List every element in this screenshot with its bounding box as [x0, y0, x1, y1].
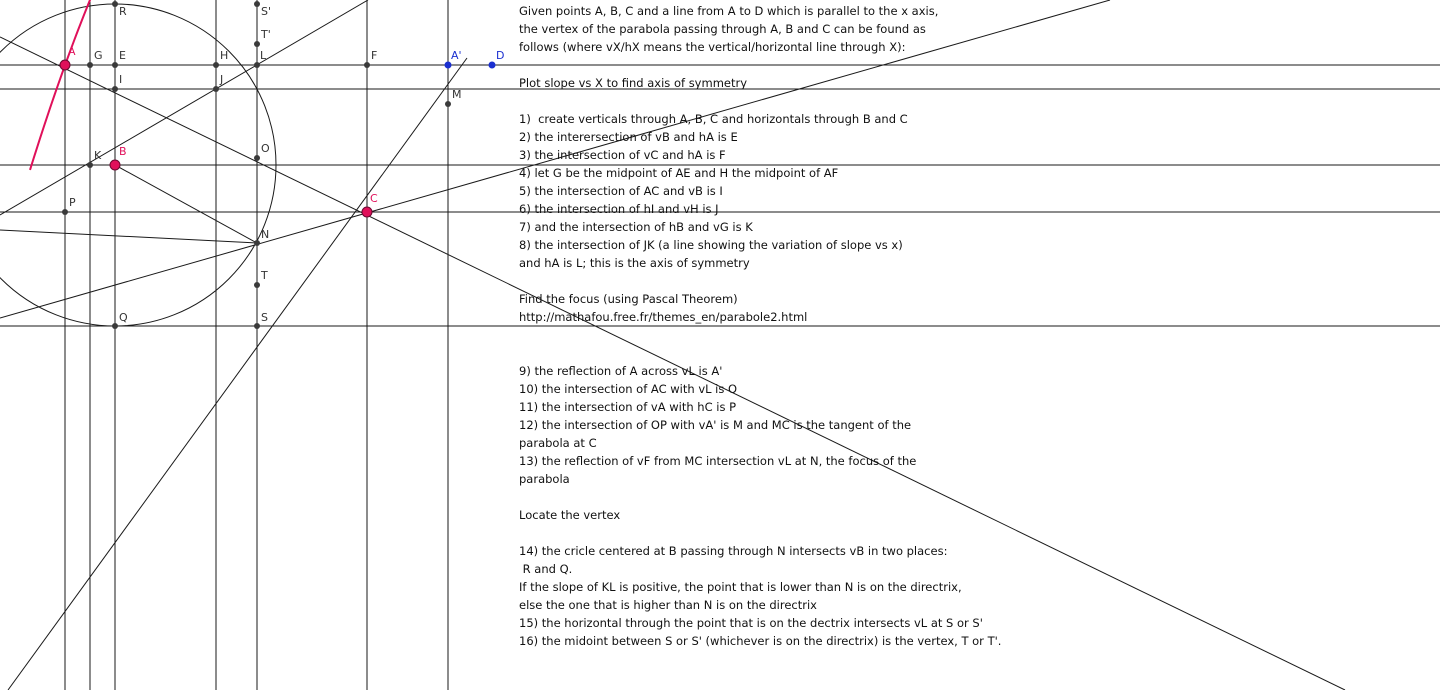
- instruction-spacer: [519, 272, 979, 290]
- point-A[interactable]: [60, 60, 70, 70]
- point-O[interactable]: [254, 155, 260, 161]
- instruction-line: 1) create verticals through A, B, C and horizontals through B and C: [519, 112, 908, 126]
- instruction-spacer: [519, 488, 979, 506]
- label-M: M: [452, 88, 462, 101]
- instruction-line: 8) the intersection of JK (a line showing the variation of slope vs x): [519, 238, 903, 252]
- instruction-spacer: [519, 326, 979, 344]
- label-S: S: [261, 311, 268, 324]
- label-I: I: [119, 73, 123, 86]
- label-Sprime: S': [261, 5, 272, 18]
- point-Tprime[interactable]: [254, 41, 260, 47]
- point-C[interactable]: [362, 207, 372, 217]
- instruction-line: else the one that is higher than N is on the directrix: [519, 598, 817, 612]
- label-T: T: [261, 269, 268, 282]
- label-A: A: [68, 45, 76, 58]
- point-B[interactable]: [110, 160, 120, 170]
- instruction-line: 5) the intersection of AC and vB is I: [519, 184, 723, 198]
- line-NP[interactable]: [0, 230, 257, 243]
- label-B: B: [119, 145, 127, 158]
- point-E[interactable]: [112, 62, 118, 68]
- instructions-panel: [519, 2, 1002, 650]
- instruction-line: and hA is L; this is the axis of symmetry: [519, 256, 750, 270]
- label-Tprime: T': [261, 28, 271, 41]
- vertical-lines: [65, 0, 448, 690]
- point-R[interactable]: [112, 1, 118, 7]
- instruction-line: 4) let G be the midpoint of AE and H the midpoint of AF: [519, 166, 839, 180]
- line-KJ[interactable]: [0, 0, 368, 215]
- label-F: F: [371, 49, 378, 62]
- instruction-line: 6) the intersection of hI and vH is J: [519, 202, 719, 216]
- instruction-line: 9) the reflection of A across vL is A': [519, 364, 723, 378]
- instruction-line: Find the focus (using Pascal Theorem): [519, 292, 738, 306]
- label-P: P: [69, 196, 76, 209]
- point-D[interactable]: [489, 62, 496, 69]
- point-G[interactable]: [87, 62, 93, 68]
- point-Sprime[interactable]: [254, 1, 260, 7]
- label-L: L: [260, 49, 267, 62]
- label-C: C: [370, 192, 378, 205]
- instruction-line: R and Q.: [519, 562, 573, 576]
- instruction-spacer: [519, 92, 979, 110]
- point-J[interactable]: [213, 86, 219, 92]
- label-H: H: [220, 49, 229, 62]
- instruction-line: 7) and the intersection of hB and vG is K: [519, 220, 753, 234]
- line-BN[interactable]: [115, 165, 257, 243]
- instruction-line: parabola at C: [519, 436, 597, 450]
- instruction-line: 2) the interersection of vB and hA is E: [519, 130, 738, 144]
- instruction-line: 14) the cricle centered at B passing through N intersects vB in two places:: [519, 544, 948, 558]
- label-Q: Q: [119, 311, 128, 324]
- instruction-line: 10) the intersection of AC with vL is O: [519, 382, 738, 396]
- point-Q[interactable]: [112, 323, 118, 329]
- instruction-spacer: [519, 344, 979, 362]
- instruction-line: the vertex of the parabola passing through A, B and C can be found as: [519, 22, 926, 36]
- point-P[interactable]: [62, 209, 68, 215]
- point-F[interactable]: [364, 62, 370, 68]
- label-G: G: [94, 49, 103, 62]
- instruction-spacer: [519, 524, 979, 542]
- instruction-line: 13) the reflection of vF from MC intersection vL at N, the focus of the: [519, 454, 917, 468]
- point-Aprime[interactable]: [445, 62, 452, 69]
- point-H[interactable]: [213, 62, 219, 68]
- instruction-line: Locate the vertex: [519, 508, 621, 522]
- point-K[interactable]: [87, 162, 93, 168]
- point-M[interactable]: [445, 101, 451, 107]
- instruction-spacer: [519, 56, 979, 74]
- point-I[interactable]: [112, 86, 118, 92]
- point-S[interactable]: [254, 323, 260, 329]
- instruction-line: 15) the horizontal through the point that is on the dectrix intersects vL at S or S': [519, 616, 983, 630]
- label-J: J: [220, 73, 224, 86]
- point-N[interactable]: [254, 240, 260, 246]
- label-N: N: [261, 228, 270, 241]
- point-T[interactable]: [254, 282, 260, 288]
- label-Aprime: A': [451, 49, 462, 62]
- instruction-line: Given points A, B, C and a line from A to D which is parallel to the x axis,: [519, 4, 939, 18]
- instruction-line: parabola: [519, 472, 570, 486]
- point-L[interactable]: [254, 62, 260, 68]
- label-R: R: [119, 5, 127, 18]
- instruction-line: If the slope of KL is positive, the point that is lower than N is on the directrix,: [519, 580, 962, 594]
- instruction-line: Plot slope vs X to find axis of symmetry: [519, 76, 748, 90]
- instruction-line: follows (where vX/hX means the vertical/horizontal line through X):: [519, 40, 906, 54]
- instruction-line: 16) the midoint between S or S' (whichever is on the directrix) is the vertex, T or T'.: [519, 634, 1002, 648]
- label-K: K: [94, 149, 102, 162]
- instruction-line: 11) the intersection of vA with hC is P: [519, 400, 737, 414]
- instruction-line: 12) the intersection of OP with vA' is M and MC is the tangent of the: [519, 418, 912, 432]
- label-O: O: [261, 142, 270, 155]
- label-D: D: [496, 49, 505, 62]
- label-E: E: [119, 49, 126, 62]
- instruction-line: http://mathafou.free.fr/themes_en/parabole2.html: [519, 310, 808, 324]
- instruction-line: 3) the intersection of vC and hA is F: [519, 148, 726, 162]
